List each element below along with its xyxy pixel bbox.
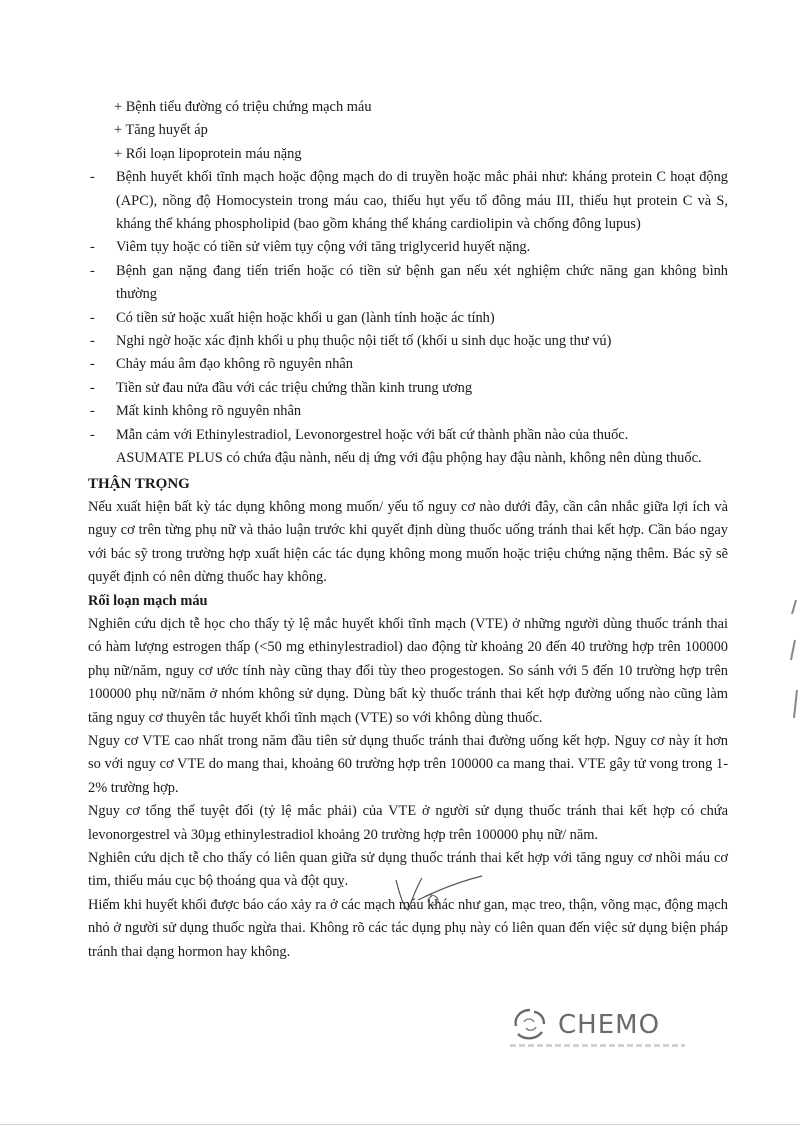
dash-bullet: - — [90, 239, 95, 256]
subsection-paragraph: Nguy cơ VTE cao nhất trong năm đầu tiên sử dụng thuốc tránh thai đường uống kết hợp. Nguy cơ này ít hơn so với nguy cơ VTE do mang thai, khoảng 60 trường hợp trên 100000 ca mang thai. VTE gây tử vong trong 1-2% trường hợp. — [88, 732, 728, 796]
chemo-swirl-icon — [510, 1006, 550, 1042]
logo-tagline — [510, 1044, 685, 1047]
sub-item: + Bệnh tiểu đường có triệu chứng mạch máu — [114, 99, 372, 115]
subsection-paragraph: Nghiên cứu dịch tễ cho thấy có liên quan giữa sử dụng thuốc tránh thai kết hợp với tăng nguy cơ nhồi máu cơ tim, thiếu máu cục bộ thoáng qua và đột quỵ. — [88, 850, 728, 890]
subsection-paragraph: Nguy cơ tổng thể tuyệt đối (tỷ lệ mắc phải) của VTE ở người sử dụng thuốc tránh thai kết hợp có chứa levonorgestrel và 30µg ethinylestradiol khoảng 20 trường hợp trên 100000 phụ nữ/ năm. — [88, 803, 728, 843]
subsection-paragraph: Nghiên cứu dịch tễ học cho thấy tỷ lệ mắc huyết khối tĩnh mạch (VTE) ở những người dùng thuốc tránh thai có hàm lượng estrogen thấp (<50 mg ethinylestradiol) dao động từ khoảng 20 đến 40 trường hợp trên 100000 phụ nữ/năm, nguy cơ ước tính này cũng thay đổi tùy theo progestogen. So sánh với 5 đến 10 trường hợp trên 100000 phụ nữ/năm ở nhóm không sử dụng. Dùng bất kỳ thuốc tránh thai kết hợp đường uống nào cũng làm tăng nguy cơ thuyên tắc huyết khối tĩnh mạch (VTE) so với không dùng thuốc. — [88, 615, 728, 726]
contraindication-item — [88, 260, 728, 307]
handwritten-signature — [378, 870, 498, 914]
subsection-paragraph: Hiếm khi huyết khối được báo cáo xảy ra ở các mạch máu khác như gan, mạc treo, thận, võng mạc, động mạch nhỏ ở người sử dụng thuốc ngừa thai. Không rõ các tác dụng phụ này có liên quan đến việc sử dụng biện pháp tránh thai dạng hormon hay không. — [88, 896, 728, 960]
dash-bullet: - — [90, 309, 95, 326]
contraindication-continuation: ASUMATE PLUS có chứa đậu nành, nếu dị ứng với đậu phộng hay đậu nành, không nên dùng thuốc. — [116, 450, 702, 467]
contraindication-text: Nghi ngờ hoặc xác định khối u phụ thuộc nội tiết tố (khối u sinh dục hoặc ung thư vú) — [116, 333, 612, 350]
section-paragraph: Nếu xuất hiện bất kỳ tác dụng không mong muốn/ yếu tố nguy cơ nào dưới đây, cần cân nhắc giữa lợi ích và nguy cơ trên từng phụ nữ và thảo luận trước khi quyết định dùng thuốc uống tránh thai kết hợp. Cần báo ngay với bác sỹ trong trường hợp xuất hiện các tác dụng không mong muốn hoặc triệu chứng nặng thêm. Bác sỹ sẽ quyết định có nên dừng thuốc hay không. — [88, 498, 728, 586]
section-title: THẬN TRỌNG — [88, 475, 190, 492]
contraindication-item — [88, 166, 728, 236]
contraindication-text: Mẫn cảm với Ethinylestradiol, Levonorgestrel hoặc với bất cứ thành phần nào của thuốc. — [116, 426, 629, 443]
contraindication-item — [88, 330, 728, 353]
contraindication-text: Tiền sử đau nửa đầu với các triệu chứng thần kinh trung ương — [116, 379, 473, 396]
contraindication-text: Chảy máu âm đạo không rõ nguyên nhân — [116, 356, 353, 373]
document-body — [88, 96, 728, 964]
contraindication-item — [88, 353, 728, 376]
page-edge-mark — [786, 600, 798, 720]
dash-bullet: - — [90, 379, 95, 396]
dash-bullet: - — [90, 262, 95, 279]
contraindication-text: Bệnh huyết khối tĩnh mạch hoặc động mạch do di truyền hoặc mắc phải như: kháng protein C hoạt động (APC), nồng độ Homocystein trong máu cao, thiếu hụt yếu tố đông máu III, thiếu hụt protein C và S, kháng thể kháng phospholipid (bao gồm kháng thể kháng cardiolipin và chống đông lupus) — [116, 169, 728, 233]
sub-item: + Rối loạn lipoprotein máu nặng — [114, 145, 302, 162]
chemo-logo — [510, 1004, 690, 1060]
contraindication-text: Bệnh gan nặng đang tiến triển hoặc có tiền sử bệnh gan nếu xét nghiệm chức năng gan không bình thường — [116, 262, 728, 303]
contraindication-item — [88, 400, 728, 423]
contraindication-text: Mất kinh không rõ nguyên nhân — [116, 403, 302, 420]
contraindication-item — [88, 307, 728, 330]
dash-bullet: - — [90, 333, 95, 350]
page-bottom-divider — [0, 1124, 800, 1125]
contraindication-text: Có tiền sử hoặc xuất hiện hoặc khối u gan (lành tính hoặc ác tính) — [116, 309, 495, 326]
contraindication-item — [88, 424, 728, 447]
dash-bullet: - — [90, 356, 95, 373]
logo-wordmark: CHEMO — [558, 1010, 661, 1040]
contraindication-item — [88, 377, 728, 400]
dash-bullet: - — [90, 426, 95, 443]
dash-bullet: - — [90, 169, 95, 186]
subsection-title: Rối loạn mạch máu — [88, 592, 208, 609]
contraindication-text: Viêm tụy hoặc có tiền sử viêm tụy cộng với tăng triglycerid huyết nặng. — [116, 239, 531, 256]
sub-item: + Tăng huyết áp — [114, 122, 208, 139]
dash-bullet: - — [90, 403, 95, 420]
contraindication-item — [88, 236, 728, 259]
